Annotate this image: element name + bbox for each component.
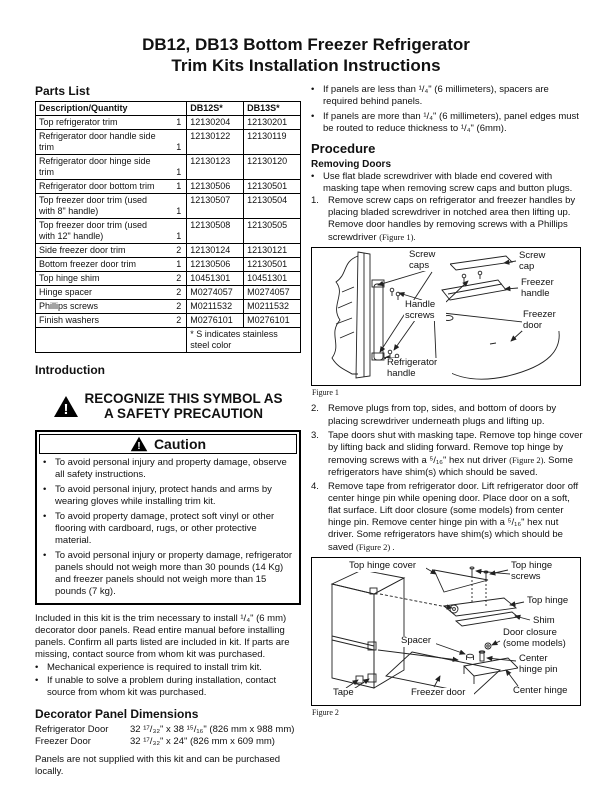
part-qty: 1 bbox=[176, 181, 182, 191]
included-bullets bbox=[35, 662, 301, 699]
panels-note: Panels are not supplied with this kit and can be purchased locally. bbox=[35, 754, 281, 777]
part-desc: Finish washers bbox=[39, 315, 100, 325]
step-number: 4. bbox=[311, 481, 319, 492]
part-db12s: M0276101 bbox=[187, 314, 244, 328]
figure2-label-freezer-door: Freezer door bbox=[410, 688, 474, 699]
svg-text:!: ! bbox=[63, 400, 69, 418]
figure1-label-freezer-door: Freezer door bbox=[522, 310, 566, 331]
part-qty: 2 bbox=[176, 245, 182, 255]
part-db12s: 12130204 bbox=[187, 116, 244, 130]
part-db13s: 12130119 bbox=[244, 130, 301, 155]
safety-symbol-block bbox=[35, 391, 301, 421]
part-db12s: 12130507 bbox=[187, 194, 244, 219]
dimension-value: 32 ¹⁷/₃₂" x 24" (826 mm x 609 mm) bbox=[130, 736, 275, 747]
bullet-icon: • bbox=[43, 550, 47, 561]
safety-symbol-text: RECOGNIZE THIS SYMBOL AS A SAFETY PRECAUTION bbox=[84, 391, 283, 421]
procedure-step bbox=[311, 481, 583, 554]
dimension-value: 32 ¹⁷/₃₂" x 38 ¹⁵/₁₆" (826 mm x 988 mm) bbox=[130, 724, 295, 735]
col-header-description: Description/Quantity bbox=[36, 102, 187, 116]
table-row bbox=[36, 258, 301, 272]
bullet-icon: • bbox=[311, 171, 315, 182]
part-desc: Top hinge shim bbox=[39, 273, 100, 283]
page-title-line1: DB12, DB13 Bottom Freezer Refrigerator bbox=[142, 35, 470, 54]
figure1-label-freezer-handle: Freezer handle bbox=[520, 278, 566, 299]
table-row bbox=[36, 286, 301, 300]
step-text: Remove tape from refrigerator door. Lift refrigerator door off center hinge pin while opening door. Place door on a soft, flat surface. Lift door closure (some models) from center hinge pin. Remove center hinge pin with a ⁵/₁₆" hex nut driver. Some refrigerators have shim(s) which should be saved (Figure 2) . bbox=[328, 481, 579, 553]
part-db13s: 12130505 bbox=[244, 219, 301, 244]
included-paragraph: Included in this kit is the trim necessary to install ¹/₄" (6 mm) decorator door panels. Read entire manual before installing panels. Confirm all parts listed are included in kit. If parts are missing, contact source from whom kit was purchased. bbox=[35, 613, 290, 660]
step-text: Remove screw caps on refrigerator and freezer handles by placing bladed screwdriver in notched area then lifting up. Remove door handles by removing screws with a Phillips screwdriver (Figure 1). bbox=[328, 195, 576, 243]
caution-bullet: • To avoid property damage, protect soft vinyl or other flooring with cardboard, rugs, or other protective material. bbox=[43, 511, 275, 546]
list-item: • If unable to solve a problem during installation, contact source from whom kit was purchased. bbox=[35, 675, 277, 698]
list-item: • If panels are less than ¹/₄" (6 millimeters), spacers are required behind panels. bbox=[311, 84, 549, 107]
bullet-icon: • bbox=[35, 662, 39, 673]
table-row bbox=[36, 116, 301, 130]
figure1-label-screw-caps: Screw caps bbox=[408, 250, 450, 271]
part-qty: 1 bbox=[176, 259, 182, 269]
figure2-label-top-hinge-cover: Top hinge cover bbox=[348, 561, 426, 572]
panel-dimensions-heading: Decorator Panel Dimensions bbox=[35, 707, 199, 721]
page-title-line2: Trim Kits Installation Instructions bbox=[171, 56, 441, 75]
figure1-caption: Figure 1 bbox=[312, 388, 339, 397]
figure2-label-top-hinge: Top hinge bbox=[526, 596, 576, 607]
step-text: Remove plugs from top, sides, and bottom of doors by placing screwdriver underneath plugs and lifting up. bbox=[328, 403, 557, 427]
caution-bullet: • To avoid personal injury, protect hands and arms by wearing gloves while installing trim kit. bbox=[43, 484, 272, 507]
dimension-row bbox=[35, 736, 301, 748]
caution-title: Caution bbox=[153, 436, 207, 452]
figure-reference: (Figure 2). bbox=[509, 455, 546, 465]
part-qty: 1 bbox=[176, 206, 182, 216]
part-desc: Refrigerator door handle side trim bbox=[39, 131, 156, 152]
figure1 bbox=[311, 247, 581, 386]
part-db12s: M0211532 bbox=[187, 300, 244, 314]
figure-reference: (Figure 2) . bbox=[356, 542, 395, 552]
part-db12s: 12130122 bbox=[187, 130, 244, 155]
bullet-icon: • bbox=[43, 457, 47, 468]
bullet-icon: • bbox=[311, 84, 315, 95]
right-column bbox=[311, 84, 583, 723]
step-number: 2. bbox=[311, 403, 319, 414]
part-desc: Hinge spacer bbox=[39, 287, 93, 297]
part-db13s: 12130121 bbox=[244, 244, 301, 258]
part-db13s: M0276101 bbox=[244, 314, 301, 328]
figure2 bbox=[311, 557, 581, 706]
part-qty: 1 bbox=[176, 142, 182, 152]
dimension-label: Refrigerator Door bbox=[35, 724, 109, 735]
list-item: • Use flat blade screwdriver with blade end covered with masking tape when removing screw caps and button plugs. bbox=[311, 171, 573, 194]
part-qty: 2 bbox=[176, 273, 182, 283]
step-number: 3. bbox=[311, 430, 319, 441]
figure2-label-tape: Tape bbox=[332, 688, 364, 699]
part-qty: 1 bbox=[176, 167, 182, 177]
list-item: • Mechanical experience is required to install trim kit. bbox=[35, 662, 262, 673]
bullet-icon: • bbox=[35, 675, 39, 686]
part-db13s: M0274057 bbox=[244, 286, 301, 300]
part-desc: Phillips screws bbox=[39, 301, 99, 311]
part-db12s: 12130506 bbox=[187, 258, 244, 272]
table-header-row bbox=[36, 102, 301, 116]
step-number: 1. bbox=[311, 195, 319, 206]
caution-title-bar bbox=[39, 434, 297, 454]
caution-box bbox=[35, 430, 301, 605]
warning-triangle-icon bbox=[130, 436, 148, 452]
procedure-heading: Procedure bbox=[311, 141, 376, 156]
part-db12s: 12130123 bbox=[187, 155, 244, 180]
part-desc: Refrigerator door hinge side trim bbox=[39, 156, 151, 177]
part-db13s: M0211532 bbox=[244, 300, 301, 314]
panel-thickness-bullets bbox=[311, 84, 583, 135]
figure2-label-top-hinge-screws: Top hinge screws bbox=[510, 561, 562, 582]
bullet-icon: • bbox=[43, 511, 47, 522]
part-desc: Bottom freezer door trim bbox=[39, 259, 137, 269]
part-qty: 1 bbox=[176, 231, 182, 241]
page-title bbox=[0, 34, 612, 76]
procedure-step bbox=[311, 403, 583, 428]
figure2-label-spacer: Spacer bbox=[400, 636, 436, 647]
figure2-caption: Figure 2 bbox=[312, 708, 339, 717]
part-qty: 2 bbox=[176, 315, 182, 325]
col-header-db12s: DB12S* bbox=[187, 102, 244, 116]
part-db13s: 12130504 bbox=[244, 194, 301, 219]
table-row bbox=[36, 219, 301, 244]
part-qty: 2 bbox=[176, 287, 182, 297]
table-row bbox=[36, 300, 301, 314]
step-text: Tape doors shut with masking tape. Remove top hinge cover by lifting back and sliding forward. Remove top hinge by removing screws with a ⁵/₁₆" hex nut driver (Figure 2). Some refrigerators have shim(s) which should be saved. bbox=[328, 430, 583, 478]
part-qty: 1 bbox=[176, 117, 182, 127]
part-desc: Side freezer door trim bbox=[39, 245, 126, 255]
part-qty: 2 bbox=[176, 301, 182, 311]
dimension-label: Freezer Door bbox=[35, 736, 91, 747]
part-db13s: 12130120 bbox=[244, 155, 301, 180]
figure2-label-center-hinge: Center hinge bbox=[512, 686, 576, 697]
bullet-icon: • bbox=[311, 111, 315, 122]
procedure-step bbox=[311, 195, 583, 244]
figure2-label-door-closure: Door closure (some models) bbox=[502, 628, 576, 649]
figure1-label-refrigerator-handle: Refrigerator handle bbox=[386, 358, 452, 379]
figure-reference: (Figure 1). bbox=[379, 232, 416, 242]
table-row bbox=[36, 314, 301, 328]
part-desc: Refrigerator door bottom trim bbox=[39, 181, 155, 191]
part-db13s: 12130501 bbox=[244, 258, 301, 272]
svg-text:!: ! bbox=[137, 441, 141, 452]
parts-list-heading: Parts List bbox=[35, 84, 90, 98]
part-db12s: 10451301 bbox=[187, 272, 244, 286]
figure2-label-center-hinge-pin: Center hinge pin bbox=[518, 654, 568, 675]
caution-bullet: • To avoid personal injury and property damage, observe all safety instructions. bbox=[43, 457, 287, 480]
col-header-db13s: DB13S* bbox=[244, 102, 301, 116]
table-row bbox=[36, 130, 301, 155]
part-desc: Top refrigerator trim bbox=[39, 117, 118, 127]
table-row bbox=[36, 180, 301, 194]
dimension-row bbox=[35, 724, 301, 736]
introduction-heading: Introduction bbox=[35, 363, 105, 377]
part-desc: Top freezer door trim (used with 12" handle) bbox=[39, 220, 148, 241]
left-column bbox=[35, 84, 301, 778]
list-item: • If panels are more than ¹/₄" (6 millimeters), panel edges must be routed to reduce thickness to ¹/₄" (6mm). bbox=[311, 111, 579, 134]
procedure-step bbox=[311, 430, 583, 479]
caution-bullet: • To avoid personal injury or property damage, refrigerator panels should not weigh more than 30 pounds (14 Kg) and freezer panels should not weigh more than 15 pounds (7 kg). bbox=[43, 550, 293, 597]
part-db13s: 12130201 bbox=[244, 116, 301, 130]
parts-table bbox=[35, 101, 301, 353]
part-db12s: 12130506 bbox=[187, 180, 244, 194]
part-db12s: 12130124 bbox=[187, 244, 244, 258]
bullet-icon: • bbox=[43, 484, 47, 495]
table-row bbox=[36, 194, 301, 219]
part-desc: Top freezer door trim (used with 8" handle) bbox=[39, 195, 148, 216]
part-db13s: 10451301 bbox=[244, 272, 301, 286]
part-db13s: 12130501 bbox=[244, 180, 301, 194]
removing-doors-heading: Removing Doors bbox=[311, 159, 392, 170]
table-row bbox=[36, 244, 301, 258]
part-db12s: M0274057 bbox=[187, 286, 244, 300]
table-footnote-row bbox=[36, 328, 301, 353]
warning-triangle-icon bbox=[53, 395, 79, 418]
part-db12s: 12130508 bbox=[187, 219, 244, 244]
figure1-label-screw-cap: Screw cap bbox=[518, 251, 558, 272]
figure2-label-shim: Shim bbox=[532, 616, 568, 627]
table-row bbox=[36, 155, 301, 180]
figure1-label-handle-screws: Handle screws bbox=[404, 300, 446, 321]
table-footnote: * S indicates stainless steel color bbox=[187, 328, 301, 353]
table-row bbox=[36, 272, 301, 286]
